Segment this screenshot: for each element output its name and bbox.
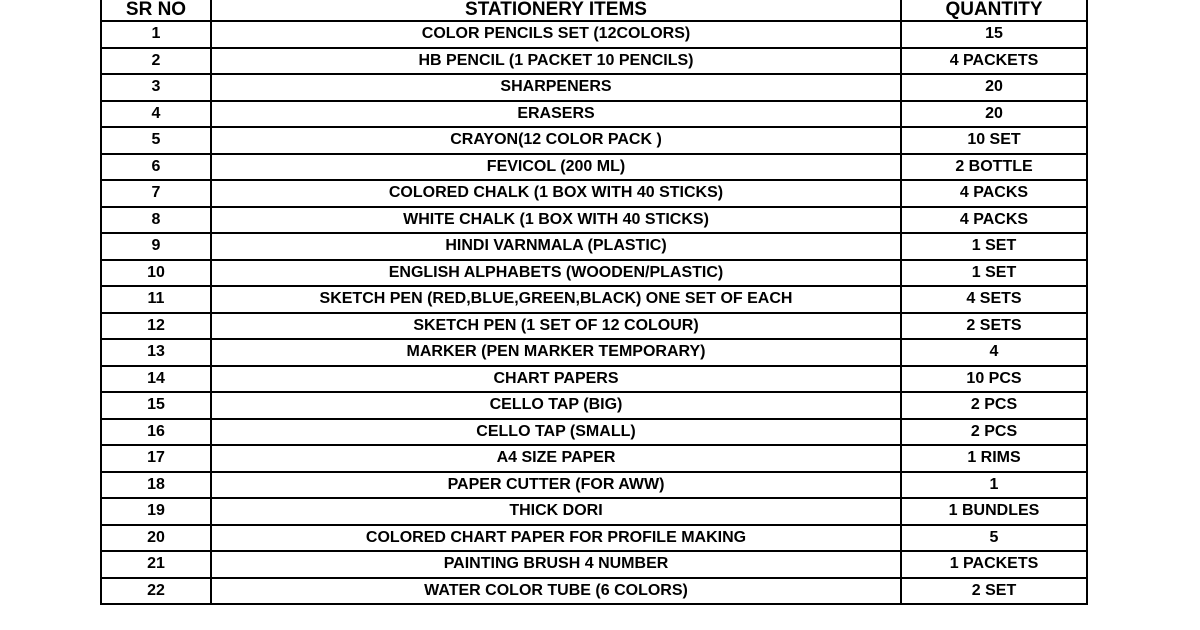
sr-no-cell: 10 (101, 260, 211, 287)
quantity-cell: 10 SET (901, 127, 1087, 154)
table-row (101, 180, 1087, 207)
header-sr-no: SR NO (101, 0, 211, 21)
item-cell: CRAYON(12 COLOR PACK ) (211, 127, 901, 154)
table-row (101, 207, 1087, 234)
quantity-cell: 2 PCS (901, 419, 1087, 446)
table-body (101, 21, 1087, 604)
sr-no-cell: 14 (101, 366, 211, 393)
item-cell: WATER COLOR TUBE (6 COLORS) (211, 578, 901, 605)
table-row (101, 445, 1087, 472)
sr-no-cell: 17 (101, 445, 211, 472)
table-row (101, 525, 1087, 552)
sr-no-cell: 15 (101, 392, 211, 419)
quantity-cell: 1 (901, 472, 1087, 499)
sr-no-cell: 11 (101, 286, 211, 313)
item-cell: SKETCH PEN (1 SET OF 12 COLOUR) (211, 313, 901, 340)
sr-no-cell: 21 (101, 551, 211, 578)
table-row (101, 154, 1087, 181)
sr-no-cell: 20 (101, 525, 211, 552)
item-cell: HB PENCIL (1 PACKET 10 PENCILS) (211, 48, 901, 75)
table-row (101, 551, 1087, 578)
table-row (101, 578, 1087, 605)
quantity-cell: 5 (901, 525, 1087, 552)
sr-no-cell: 16 (101, 419, 211, 446)
item-cell: FEVICOL (200 ML) (211, 154, 901, 181)
header-row (101, 0, 1087, 21)
item-cell: CELLO TAP (SMALL) (211, 419, 901, 446)
quantity-cell: 20 (901, 101, 1087, 128)
item-cell: HINDI VARNMALA (PLASTIC) (211, 233, 901, 260)
quantity-cell: 20 (901, 74, 1087, 101)
table-row (101, 472, 1087, 499)
sr-no-cell: 7 (101, 180, 211, 207)
item-cell: THICK DORI (211, 498, 901, 525)
table-row (101, 392, 1087, 419)
quantity-cell: 4 (901, 339, 1087, 366)
table-row (101, 48, 1087, 75)
item-cell: ENGLISH ALPHABETS (WOODEN/PLASTIC) (211, 260, 901, 287)
table-row (101, 21, 1087, 48)
quantity-cell: 1 PACKETS (901, 551, 1087, 578)
item-cell: SHARPENERS (211, 74, 901, 101)
quantity-cell: 10 PCS (901, 366, 1087, 393)
sr-no-cell: 2 (101, 48, 211, 75)
table-row (101, 101, 1087, 128)
item-cell: COLORED CHALK (1 BOX WITH 40 STICKS) (211, 180, 901, 207)
quantity-cell: 2 SET (901, 578, 1087, 605)
item-cell: MARKER (PEN MARKER TEMPORARY) (211, 339, 901, 366)
sr-no-cell: 9 (101, 233, 211, 260)
sr-no-cell: 6 (101, 154, 211, 181)
item-cell: CELLO TAP (BIG) (211, 392, 901, 419)
sr-no-cell: 5 (101, 127, 211, 154)
table-row (101, 74, 1087, 101)
sr-no-cell: 1 (101, 21, 211, 48)
item-cell: PAINTING BRUSH 4 NUMBER (211, 551, 901, 578)
sr-no-cell: 4 (101, 101, 211, 128)
table-row (101, 260, 1087, 287)
table-row (101, 233, 1087, 260)
quantity-cell: 2 BOTTLE (901, 154, 1087, 181)
item-cell: COLOR PENCILS SET (12COLORS) (211, 21, 901, 48)
quantity-cell: 4 PACKS (901, 180, 1087, 207)
item-cell: PAPER CUTTER (FOR AWW) (211, 472, 901, 499)
quantity-cell: 1 BUNDLES (901, 498, 1087, 525)
table-row (101, 127, 1087, 154)
quantity-cell: 4 PACKS (901, 207, 1087, 234)
table-row (101, 366, 1087, 393)
table-row (101, 313, 1087, 340)
item-cell: ERASERS (211, 101, 901, 128)
header-stationery-items: STATIONERY ITEMS (211, 0, 901, 21)
quantity-cell: 2 SETS (901, 313, 1087, 340)
sr-no-cell: 13 (101, 339, 211, 366)
item-cell: CHART PAPERS (211, 366, 901, 393)
table-row (101, 419, 1087, 446)
quantity-cell: 1 SET (901, 260, 1087, 287)
table-header (101, 0, 1087, 21)
sr-no-cell: 22 (101, 578, 211, 605)
item-cell: SKETCH PEN (RED,BLUE,GREEN,BLACK) ONE SET OF EACH (211, 286, 901, 313)
item-cell: COLORED CHART PAPER FOR PROFILE MAKING (211, 525, 901, 552)
item-cell: WHITE CHALK (1 BOX WITH 40 STICKS) (211, 207, 901, 234)
table-row (101, 339, 1087, 366)
sr-no-cell: 8 (101, 207, 211, 234)
sr-no-cell: 18 (101, 472, 211, 499)
table-row (101, 286, 1087, 313)
sr-no-cell: 19 (101, 498, 211, 525)
table-row (101, 498, 1087, 525)
item-cell: A4 SIZE PAPER (211, 445, 901, 472)
stationery-table (100, 0, 1088, 605)
sr-no-cell: 3 (101, 74, 211, 101)
quantity-cell: 15 (901, 21, 1087, 48)
quantity-cell: 4 PACKETS (901, 48, 1087, 75)
header-quantity: QUANTITY (901, 0, 1087, 21)
sr-no-cell: 12 (101, 313, 211, 340)
quantity-cell: 1 RIMS (901, 445, 1087, 472)
quantity-cell: 2 PCS (901, 392, 1087, 419)
quantity-cell: 4 SETS (901, 286, 1087, 313)
quantity-cell: 1 SET (901, 233, 1087, 260)
